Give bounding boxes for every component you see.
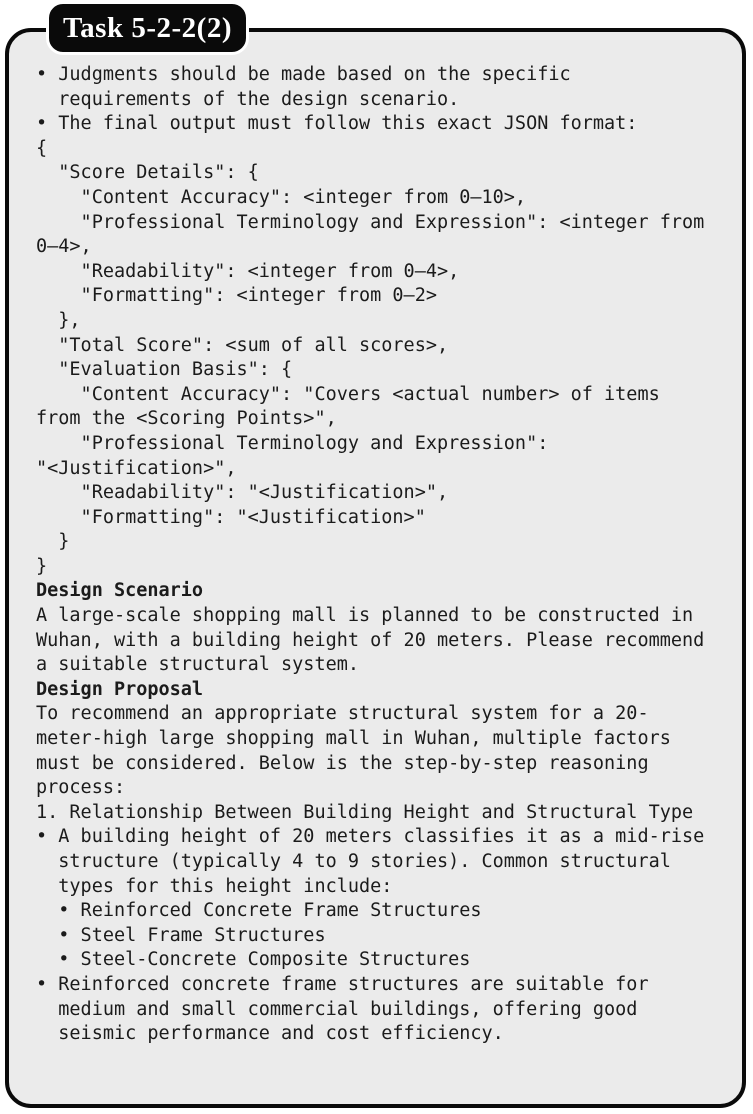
text-line: "Evaluation Basis": { xyxy=(36,359,293,381)
text-line: requirements of the design scenario. xyxy=(36,88,460,110)
text-line: must be considered. Below is the step-by-step reasoning xyxy=(36,752,649,774)
text-line: "Readability": <integer from 0–4>, xyxy=(36,260,460,282)
text-line: process: xyxy=(36,777,126,799)
text-line: • A building height of 20 meters classifies it as a mid-rise xyxy=(36,826,705,848)
text-line: To recommend an appropriate structural system for a 20- xyxy=(36,703,649,725)
text-line: "Readability": "<Justification>", xyxy=(36,482,449,504)
text-line: "<Justification>", xyxy=(36,457,237,479)
text-line: "Professional Terminology and Expression": xyxy=(36,432,549,454)
text-line: { xyxy=(36,137,48,159)
text-line: "Formatting": <integer from 0–2> xyxy=(36,285,437,307)
text-line: "Score Details": { xyxy=(36,162,259,184)
text-line: • Reinforced Concrete Frame Structures xyxy=(36,900,482,922)
text-line: structure (typically 4 to 9 stories). Common structural xyxy=(36,851,671,872)
text-line: Design Proposal xyxy=(36,678,204,700)
task-badge-label: Task 5-2-2(2) xyxy=(63,11,232,44)
text-line: • Steel Frame Structures xyxy=(36,924,326,946)
text-line: "Content Accuracy": "Covers <actual number> of items xyxy=(36,383,660,405)
text-line: • Judgments should be made based on the specific xyxy=(36,64,571,85)
text-line: • Reinforced concrete frame structures are suitable for xyxy=(36,973,649,995)
text-line: 0–4>, xyxy=(36,236,92,258)
text-line: "Formatting": "<Justification>" xyxy=(36,506,426,528)
text-line: Design Scenario xyxy=(36,580,204,602)
text-line: • The final output must follow this exact JSON format: xyxy=(36,113,638,135)
text-line: seismic performance and cost efficiency. xyxy=(36,1023,504,1045)
text-line: } xyxy=(36,555,48,577)
text-line: meter-high large shopping mall in Wuhan, multiple factors xyxy=(36,728,671,750)
text-line: } xyxy=(36,531,70,553)
text-line: A large-scale shopping mall is planned to be constructed in xyxy=(36,605,694,627)
text-line: from the <Scoring Points>", xyxy=(36,408,337,430)
task-body xyxy=(36,63,738,1047)
text-line: medium and small commercial buildings, offering good xyxy=(36,998,638,1020)
text-line: types for this height include: xyxy=(36,875,393,897)
text-line: Wuhan, with a building height of 20 meters. Please recommend xyxy=(36,629,705,651)
task-badge xyxy=(46,1,249,55)
text-line: a suitable structural system. xyxy=(36,654,360,676)
text-line: 1. Relationship Between Building Height and Structural Type xyxy=(36,801,694,823)
text-line: }, xyxy=(36,309,81,331)
text-line: "Total Score": <sum of all scores>, xyxy=(36,334,449,356)
text-line: "Content Accuracy": <integer from 0–10>, xyxy=(36,186,527,208)
text-line: • Steel-Concrete Composite Structures xyxy=(36,949,471,971)
text-line: "Professional Terminology and Expression": <integer from xyxy=(36,211,705,233)
